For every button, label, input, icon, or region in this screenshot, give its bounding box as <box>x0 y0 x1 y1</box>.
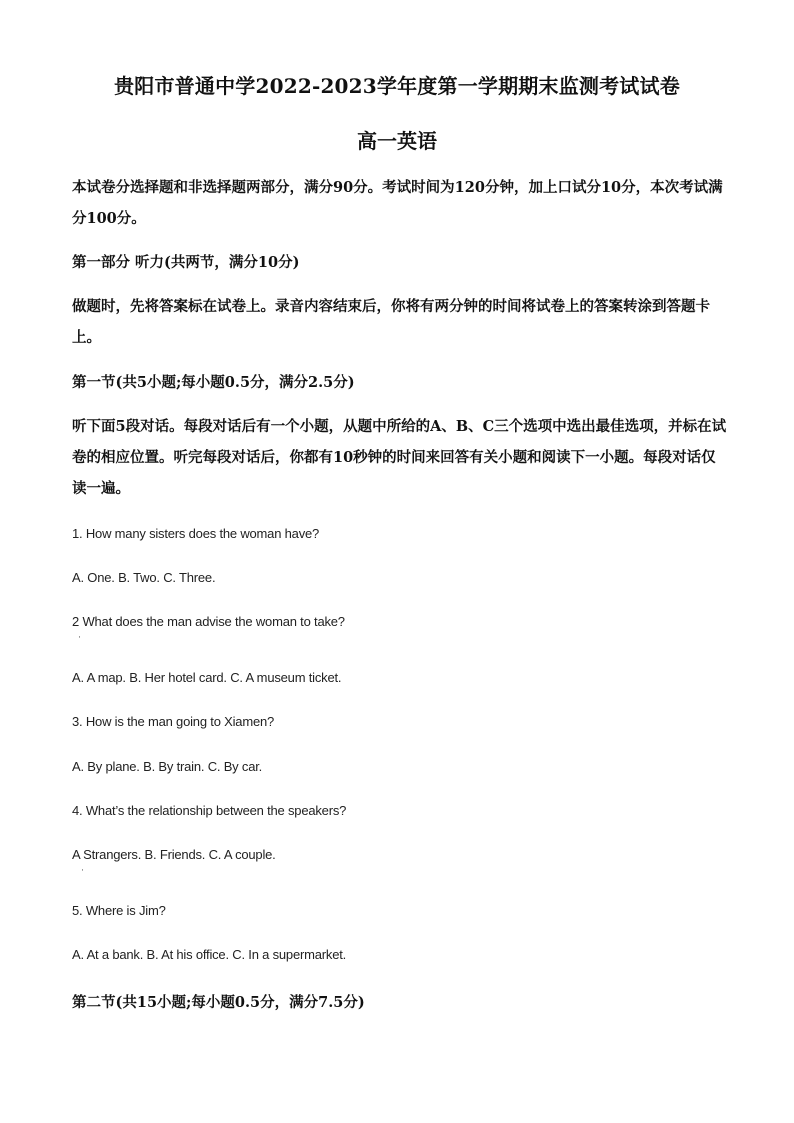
section1-heading: 第一节(共5小题;每小题0.5分，满分2.5分) <box>72 374 355 391</box>
part1-heading: 第一部分 听力(共两节，满分10分) <box>72 254 300 271</box>
question-1-options: A. One. B. Two. C. Three. <box>72 570 216 585</box>
stray-dot-mark: · <box>81 865 84 875</box>
section1-instruction: 听下面5段对话。每段对话后有一个小题，从题中所给的A、B、C三个选项中选出最佳选项，并标在试卷的相应位置。听完每段对话后，你都有10秒钟的时间来回答有关小题和阅读下一小题。每段对话仅读一遍。 <box>72 418 727 497</box>
question-5: 5. Where is Jim? <box>72 903 166 918</box>
question-2-options: A. A map. B. Her hotel card. C. A museum ticket. <box>72 670 342 685</box>
question-5-options: A. At a bank. B. At his office. C. In a supermarket. <box>72 947 347 962</box>
exam-title: 贵阳市普通中学2022-2023学年度第一学期期末监测考试试卷 <box>114 74 680 98</box>
question-3: 3. How is the man going to Xiamen? <box>72 714 275 729</box>
subject-title: 高一英语 <box>357 129 437 153</box>
stray-dot-mark: · <box>78 632 81 642</box>
question-1: 1. How many sisters does the woman have? <box>72 526 320 541</box>
question-4-options: A Strangers. B. Friends. C. A couple. <box>72 847 276 862</box>
part1-instruction: 做题时，先将答案标在试卷上。录音内容结束后，你将有两分钟的时间将试卷上的答案转涂到答题卡上。 <box>72 298 710 346</box>
exam-notice: 本试卷分选择题和非选择题两部分，满分90分。考试时间为120分钟，加上口试分10分，本次考试满分100分。 <box>72 179 723 227</box>
question-4: 4. What’s the relationship between the speakers? <box>72 803 347 818</box>
question-2: 2 What does the man advise the woman to take? <box>72 614 345 629</box>
section2-heading: 第二节(共15小题;每小题0.5分，满分7.5分) <box>72 994 365 1011</box>
question-3-options: A. By plane. B. By train. C. By car. <box>72 759 263 774</box>
